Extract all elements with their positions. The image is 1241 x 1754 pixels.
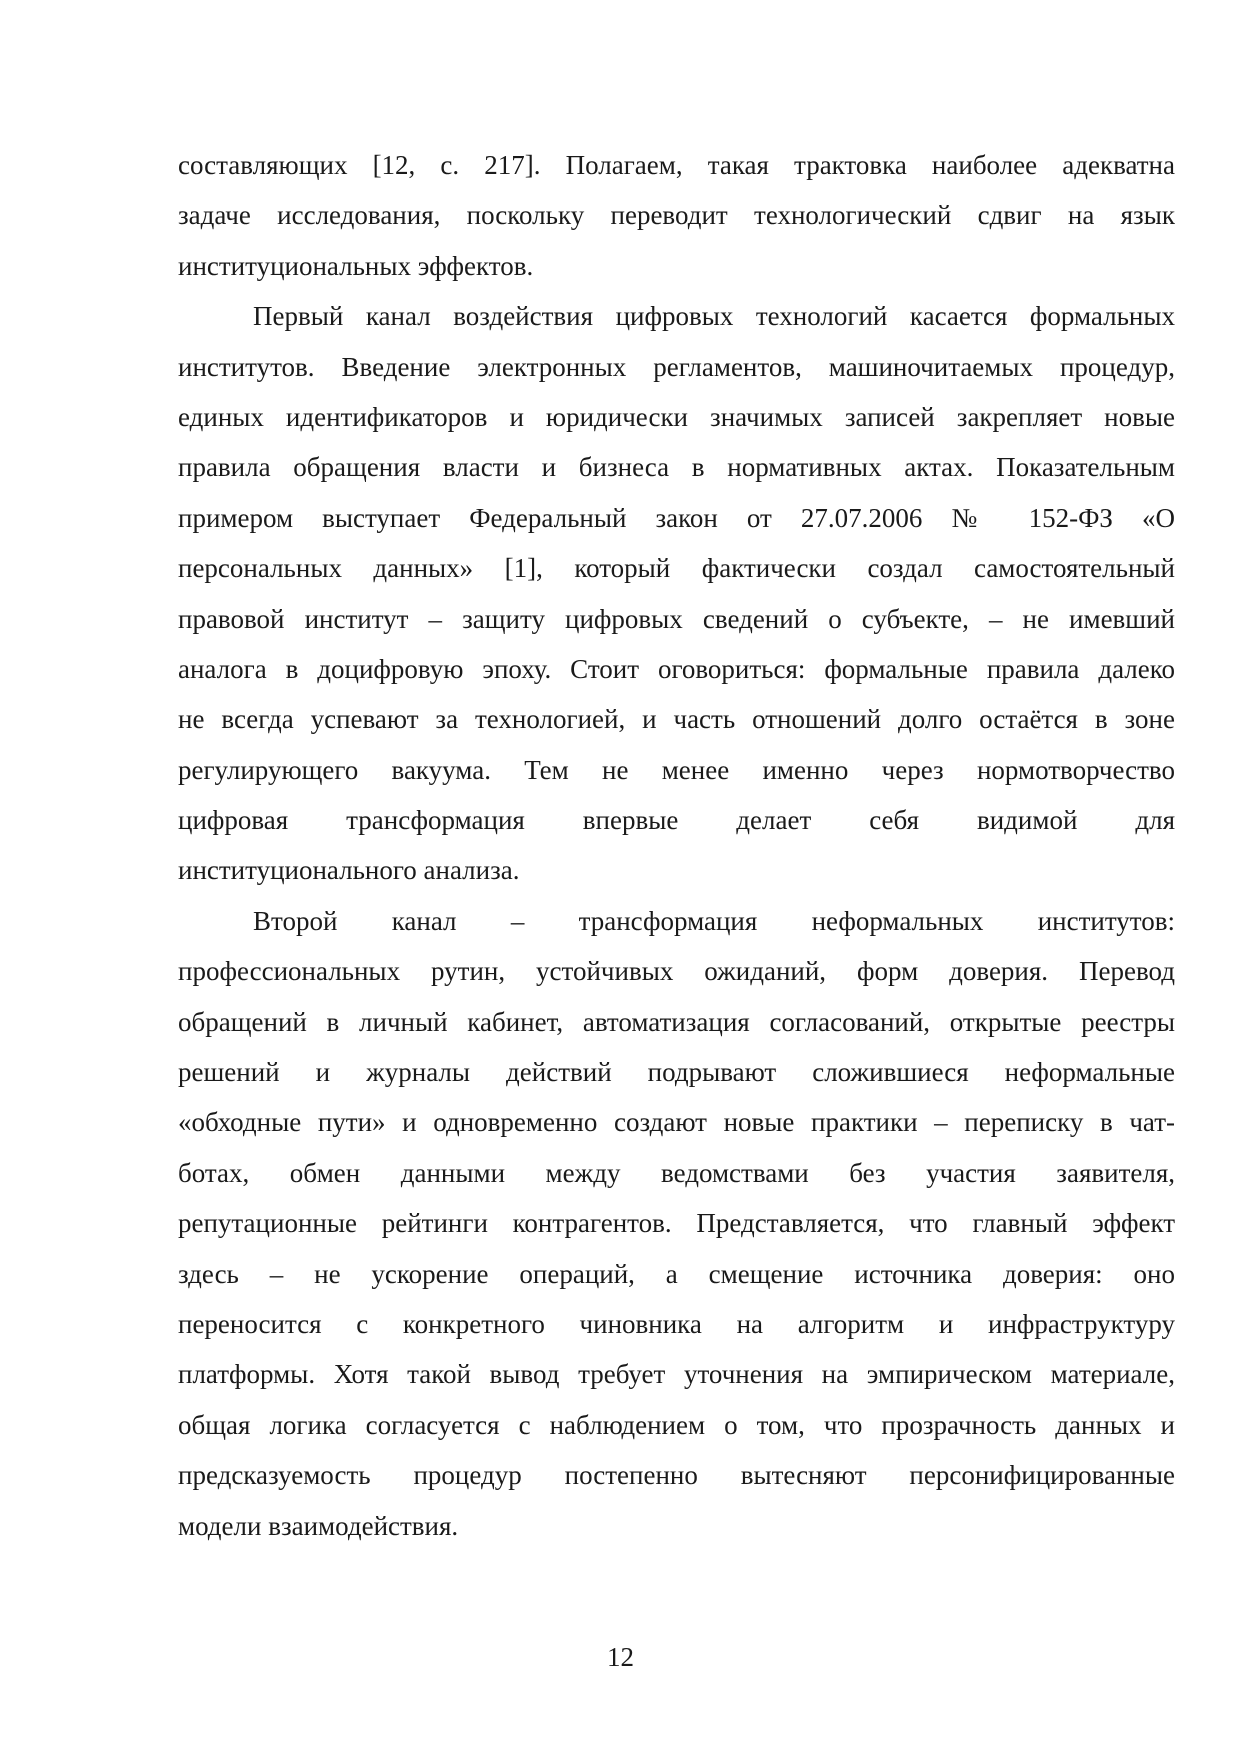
text-line: Второй канал – трансформация неформальных институтов: (253, 905, 1175, 936)
body-text (178, 140, 1175, 1551)
page-number: 12 (607, 1642, 634, 1672)
text-line: Первый канал воздействия цифровых технологий касается формальных (253, 301, 1175, 332)
text-line: институциональных эффектов. (178, 250, 534, 281)
text-line: не всегда успевают за технологией, и часть отношений долго остаётся в зоне (178, 704, 1175, 735)
text-line: решений и журналы действий подрывают сложившиеся неформальные (178, 1057, 1175, 1088)
text-line: профессиональных рутин, устойчивых ожиданий, форм доверия. Перевод (178, 956, 1175, 987)
text-line: примером выступает Федеральный закон от 27.07.2006 № 152-ФЗ «О (178, 502, 1175, 533)
text-line: переносится с конкретного чиновника на алгоритм и инфраструктуру (178, 1308, 1175, 1339)
text-line: задаче исследования, поскольку переводит технологический сдвиг на язык (178, 200, 1175, 231)
text-line: ботах, обмен данными между ведомствами без участия заявителя, (178, 1157, 1175, 1188)
text-line: аналога в доцифровую эпоху. Стоит оговориться: формальные правила далеко (178, 653, 1175, 684)
text-line: здесь – не ускорение операций, а смещение источника доверия: оно (178, 1258, 1175, 1289)
text-line: составляющих [12, с. 217]. Полагаем, такая трактовка наиболее адекватна (178, 150, 1175, 180)
text-line: репутационные рейтинги контрагентов. Представляется, что главный эффект (178, 1208, 1175, 1239)
text-line: правовой институт – защиту цифровых сведений о субъекте, – не имевший (178, 603, 1175, 634)
text-line: общая логика согласуется с наблюдением о том, что прозрачность данных и (178, 1409, 1175, 1440)
text-line: предсказуемость процедур постепенно вытесняют персонифицированные (178, 1460, 1175, 1491)
text-line: платформы. Хотя такой вывод требует уточнения на эмпирическом материале, (178, 1359, 1175, 1390)
text-line: модели взаимодействия. (178, 1510, 459, 1541)
text-line: институционального анализа. (178, 855, 520, 886)
text-line: институтов. Введение электронных регламентов, машиночитаемых процедур, (178, 351, 1175, 382)
text-line: регулирующего вакуума. Тем не менее именно через нормотворчество (178, 754, 1175, 785)
text-line: обращений в личный кабинет, автоматизация согласований, открытые реестры (178, 1006, 1175, 1037)
text-line: персональных данных» [1], который фактически создал самостоятельный (178, 553, 1175, 584)
text-line: цифровая трансформация впервые делает себя видимой для (178, 805, 1175, 836)
text-line: «обходные пути» и одновременно создают новые практики – переписку в чат- (178, 1107, 1175, 1138)
text-line: правила обращения власти и бизнеса в нормативных актах. Показательным (178, 452, 1175, 483)
text-line: единых идентификаторов и юридически значимых записей закрепляет новые (178, 401, 1175, 432)
